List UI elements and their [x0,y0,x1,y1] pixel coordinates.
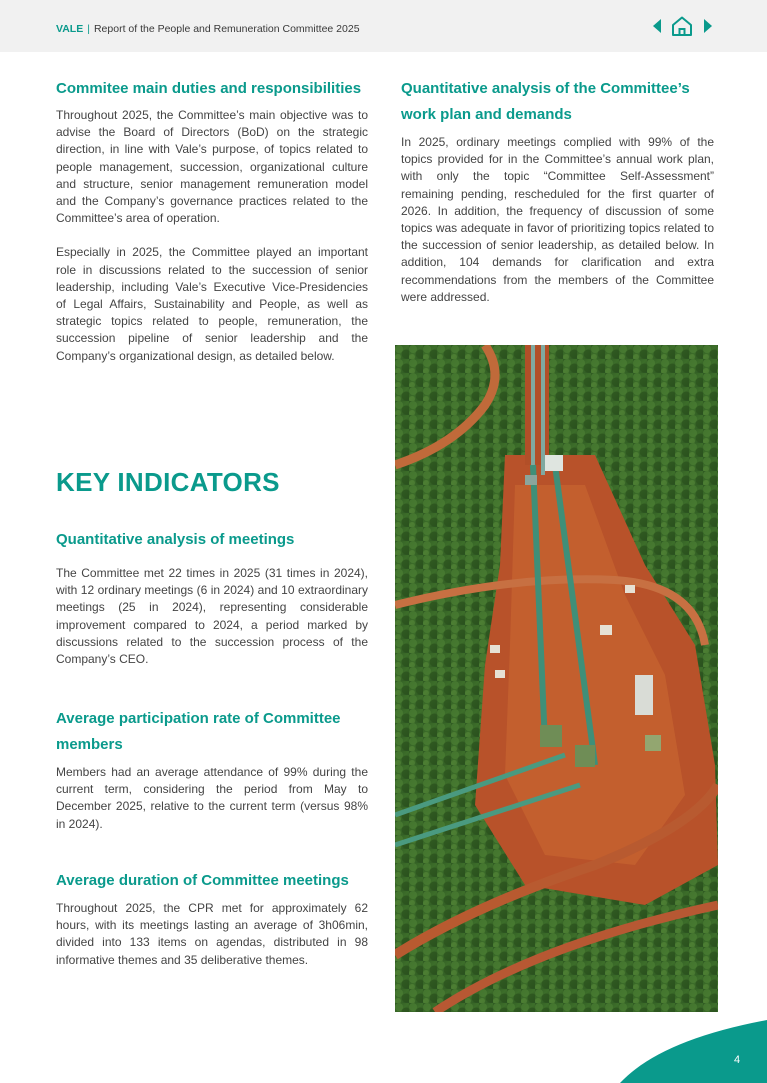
corner-wave-shape [600,1020,767,1083]
section-workplan [401,76,714,306]
workplan-paragraph: In 2025, ordinary meetings complied with 99% of the topics provided for in the Committee’s annual work plan, with only the topic “Committee Self-Assessment” remaining pending, rescheduled for the first quarter of 2026. In addition, the frequency of discussion of some topics was adequate in favor of prioritizing topics related to the succession of senior leadership, as detailed below. In addition, 104 demands for clarification and extra recommendations from the members of the Committee were addressed. [401,135,714,304]
section-duties [56,76,368,365]
duties-heading: Commitee main duties and responsibilities [56,80,362,97]
workplan-heading: Quantitative analysis of the Committee’s work plan and demands [401,80,690,123]
header-bar [0,0,767,52]
duration-heading: Average duration of Committee meetings [56,872,349,889]
brand-name: VALE [56,23,84,35]
page-number: 4 [734,1054,741,1066]
duties-paragraph-1: Throughout 2025, the Committee’s main objective was to advise the Board of Directors (BoD) on the strategic direction, in line with Vale’s purpose, of topics related to people management, succession, organizational culture and structure, senior management remuneration model and the Company’s governance practices related to the Committee’s area of operation. [56,108,368,226]
previous-page-icon[interactable] [651,17,663,35]
key-indicators-heading: KEY INDICATORS [56,467,280,497]
participation-paragraph: Members had an average attendance of 99% during the current term, considering the period from May to December 2025, relative to the current term (versus 98% in 2024). [56,765,368,831]
meetings-paragraph: The Committee met 22 times in 2025 (31 times in 2024), with 12 ordinary meetings (6 in 2024) and 10 extraordinary meetings (25 in 2024), representing considerable improvement compared to 2024, a period marked by discussions related to the succession process of the Company’s CEO. [56,566,368,667]
mine-aerial-photo [395,345,718,1012]
section-meetings [56,527,368,668]
section-duration [56,868,368,969]
header-title [56,23,360,35]
document-title: Report of the People and Remuneration Committee 2025 [93,23,360,35]
section-participation [56,706,368,833]
home-icon[interactable] [670,15,694,37]
header-separator: | [87,23,90,35]
meetings-heading: Quantitative analysis of meetings [56,531,295,548]
duration-paragraph: Throughout 2025, the CPR met for approximately 62 hours, with its meetings lasting an average of 3h06min, divided into 133 items on agendas, distributed in 98 informative themes and 35 deliberative themes. [56,901,368,967]
duties-paragraph-2: Especially in 2025, the Committee played an important role in discussions related to the succession of senior leadership, including Vale’s Executive Vice-Presidencies of Legal Affairs, Sustainability and People, as well as strategic topics related to people, remuneration, the succession pipeline of senior leadership and the Company’s organizational design, as detailed below. [56,245,368,363]
next-page-icon[interactable] [702,17,714,35]
participation-heading: Average participation rate of Committee members [56,710,341,753]
key-indicators-block [56,465,368,499]
